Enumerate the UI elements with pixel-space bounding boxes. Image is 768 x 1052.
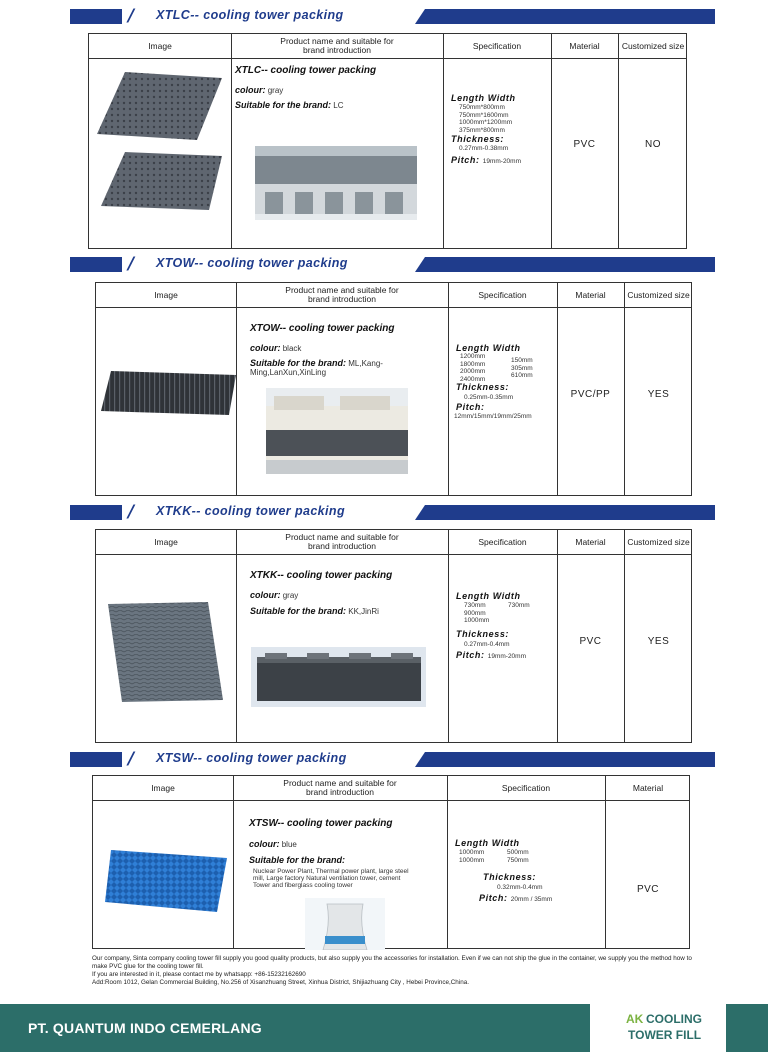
length-item: 730mm [464,602,486,609]
width-item: 750mm [507,856,529,864]
size-item: 750mm*800mm [459,104,505,111]
company-note [92,955,692,987]
width-list [507,849,529,864]
pitch-label: Pitch: [456,402,485,412]
banner-slash: / [128,254,135,274]
thickness-value: 0.32mm-0.4mm [497,884,543,891]
length-item: 1000mm [459,856,485,864]
length-item: 2400mm [460,375,486,383]
banner-right-bar [415,752,715,767]
colour-label: colour: [235,85,266,95]
length-item: 1200mm [460,353,486,360]
thickness-value: 0.25mm-0.35mm [464,394,514,401]
cooling-tower-photo [251,647,426,707]
width-item: 610mm [511,372,533,379]
size-item: 1000mm*1200mm [459,119,513,126]
pitch-line [451,155,521,165]
colour-line [250,590,298,600]
length-item: 900mm [464,609,486,617]
banner-title: XTSW-- cooling tower packing [156,751,347,765]
product-table-xtkk [95,529,692,743]
colour-line [250,343,301,353]
length-width-label: Length Width [456,591,521,601]
header-product: Product name and suitable for brand introduction [280,36,394,55]
brand-line [250,606,379,616]
pitch-label: Pitch: [456,650,485,660]
colour-label: colour: [249,839,280,849]
pitch-line [456,650,526,660]
colour-value: black [282,344,302,353]
length-width-label: Length Width [455,838,520,848]
brand-line [235,100,343,110]
size-item: 375mm*800mm [459,126,505,134]
banner-title: XTOW-- cooling tower packing [156,256,348,270]
customized-value: YES [647,389,670,400]
banner-right-bar [415,257,715,272]
size-list [459,104,512,134]
note-address: Add:Room 1012, Gelan Commercial Building, No.256 of Xisanzhuang Street, Xinhua District, Shijiazhuang City , Hebei Province,China. [92,979,469,986]
width-list [511,357,533,380]
size-item: 750mm*1600mm [459,111,509,119]
material-value: PVC [579,636,602,647]
thickness-value: 0.27mm-0.4mm [464,641,510,648]
banner-right-bar [415,505,715,520]
column-divider [236,283,237,495]
width-item: 500mm [507,849,529,856]
fill-sheet-gray-image [108,602,223,702]
product-table-xtlc [88,33,687,249]
width-list [508,602,530,610]
product-title: XTKK-- cooling tower packing [250,570,393,581]
header-image: Image [154,289,178,300]
bottom-bar-edge [740,1004,768,1052]
logo-text-line2: TOWER FILL [628,1028,702,1042]
header-specification: Specification [472,40,522,51]
brand-line [250,359,446,377]
header-image: Image [151,782,175,793]
width-item: 150mm [511,357,533,364]
column-divider [443,34,444,248]
banner-title: XTKK-- cooling tower packing [156,504,345,518]
pitch-value: 19mm-20mm [487,653,527,660]
cooling-tower-photo [305,898,385,950]
header-product: Product name and suitable for brand introduction [283,778,397,797]
brand-value: LC [333,101,344,110]
header-customized: Customized size [627,289,690,300]
length-item: 2000mm [460,368,486,375]
column-divider [233,776,234,948]
colour-label: colour: [250,343,281,353]
width-item: 305mm [511,364,533,372]
brand-value: ML,Kang-Ming,LanXun,XinLing [250,359,383,377]
column-divider [448,530,449,742]
length-item: 1000mm [459,849,485,856]
brand-value: KK,JinRi [348,607,379,616]
length-width-label: Length Width [456,343,521,353]
customized-value: NO [645,139,661,150]
length-list [464,602,489,625]
pitch-line [479,893,552,903]
fill-sheet-black-image [101,369,236,419]
fill-sheet-gray-image [97,70,222,245]
header-material: Material [575,536,606,547]
column-divider [231,34,232,248]
header-material: Material [569,40,600,51]
length-item: 1000mm [464,617,490,624]
product-title: XTLC-- cooling tower packing [235,65,377,76]
header-product: Product name and suitable for brand introduction [285,532,399,551]
colour-label: colour: [250,590,281,600]
material-value: PVC/PP [570,389,611,400]
brand-list: Nuclear Power Plant, Thermal power plant, large steel mill, Large factory Natural ventilation tower, cement Tower and fiberglass cooling tower [253,868,409,889]
header-image: Image [148,40,172,51]
banner-slash: / [128,749,135,769]
header-specification: Specification [501,782,551,793]
section-banner-xtsw [70,749,715,769]
width-item: 730mm [508,602,530,609]
product-table-xtsw [92,775,690,949]
note-line: Our company, Sinta company cooling tower fill supply you good quality products, but also supply you the accessories for installation. Even if we can not ship the glue in the container, we supply you the method how to make PVC glue for the cooling tower fill. [92,955,692,970]
thickness-label: Thickness: [456,382,510,392]
pitch-value: 20mm / 35mm [510,896,553,903]
banner-left-bar [70,257,122,272]
fill-sheet-blue-image [105,846,227,916]
section-banner-xtlc [70,6,715,26]
banner-slash: / [128,502,135,522]
customized-value: YES [647,636,670,647]
colour-value: blue [281,840,297,849]
column-divider [605,776,606,948]
colour-line [235,85,283,95]
cooling-tower-photo [255,146,417,220]
header-specification: Specification [478,289,527,300]
material-value: PVC [636,884,660,895]
brand-logo [590,1004,726,1052]
length-width-label: Length Width [451,93,516,103]
brand-label: Suitable for the brand: [235,100,332,110]
brand-label: Suitable for the brand: [249,855,346,865]
colour-line [249,839,297,849]
pitch-label: Pitch: [479,893,508,903]
pitch-value: 19mm-20mm [482,158,522,165]
cooling-tower-photo [266,388,408,474]
note-contact: If you are interested in it, please contact me by whatsapp: +86-15232162690 [92,971,306,978]
column-divider [236,530,237,742]
header-material: Material [632,782,664,793]
banner-title: XTLC-- cooling tower packing [156,8,344,22]
colour-value: gray [267,86,284,95]
product-title: XTOW-- cooling tower packing [250,323,395,334]
colour-value: gray [282,591,299,600]
section-banner-xtkk [70,502,715,522]
product-table-xtow [95,282,692,496]
column-divider [448,283,449,495]
bottom-bar [0,1004,768,1052]
header-material: Material [575,289,606,300]
product-title: XTSW-- cooling tower packing [249,818,393,829]
section-banner-xtow [70,254,715,274]
length-list [459,849,484,864]
length-list [460,353,485,383]
thickness-label: Thickness: [451,134,505,144]
header-specification: Specification [478,536,527,547]
header-customized: Customized size [627,536,690,547]
logo-mark: AK [626,1012,644,1026]
brand-label: Suitable for the brand: [250,606,347,616]
header-customized: Customized size [621,40,685,51]
pitch-value: 12mm/15mm/19mm/25mm [454,413,532,420]
material-value: PVC [573,139,596,150]
thickness-label: Thickness: [483,872,537,882]
logo-text-line1: COOLING [646,1012,702,1026]
column-divider [447,776,448,948]
company-name: PT. QUANTUM INDO CEMERLANG [28,1020,262,1036]
banner-left-bar [70,9,122,24]
banner-left-bar [70,505,122,520]
brand-label: Suitable for the brand: [250,358,347,368]
banner-slash: / [128,6,135,26]
thickness-value: 0.27mm-0.38mm [459,145,509,152]
pitch-label: Pitch: [451,155,480,165]
length-item: 1800mm [460,360,486,368]
brand-line [249,855,345,865]
header-image: Image [154,536,178,547]
banner-right-bar [415,9,715,24]
banner-left-bar [70,752,122,767]
header-product: Product name and suitable for brand introduction [285,285,399,304]
thickness-label: Thickness: [456,629,510,639]
